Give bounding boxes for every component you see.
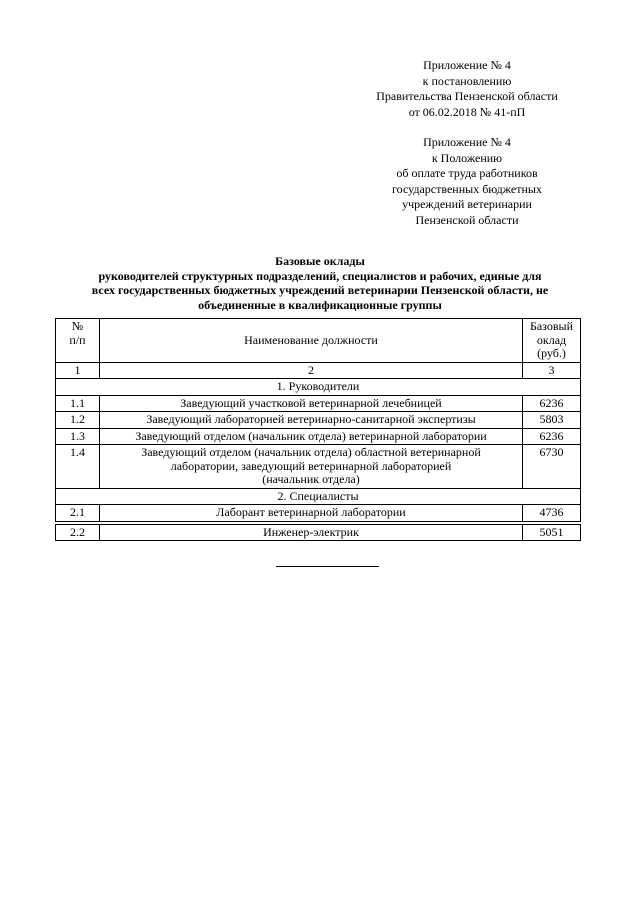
appendix-line: государственных бюджетных (392, 181, 542, 196)
position-number: 1.3 (56, 428, 100, 445)
table-row (56, 505, 581, 522)
position-name: Заведующий участковой ветеринарной лечебницей (100, 395, 523, 412)
salary-table (55, 318, 581, 541)
base-salary: 5051 (523, 524, 581, 541)
header-salary: Базовый оклад (руб.) (523, 319, 581, 363)
title-line: Базовые оклады (275, 254, 365, 268)
appendix-line: Правительства Пензенской области (376, 89, 558, 103)
title-line: всех государственных бюджетных учреждений ветеринарии Пензенской области, не (91, 283, 549, 297)
base-salary: 6730 (523, 445, 581, 489)
appendix-line: к Положению (431, 150, 503, 165)
appendix-line: об оплате труда работников (396, 166, 538, 180)
column-numbering-row (56, 362, 581, 379)
position-number: 1.4 (56, 445, 100, 489)
appendix-line: Пензенской области (415, 212, 519, 227)
base-salary: 6236 (523, 428, 581, 445)
table-row (56, 445, 581, 489)
position-name: Заведующий отделом (начальник отдела) областной ветеринарной лаборатории, заведующий ветеринарной лабораторией (начальник отдела) (100, 445, 523, 489)
table-row (56, 395, 581, 412)
appendix-line: к постановлению (422, 73, 512, 88)
position-number: 1.1 (56, 395, 100, 412)
position-name: Инженер-электрик (100, 524, 523, 541)
table-row (56, 524, 581, 541)
appendix-line: учреждений ветеринарии (402, 197, 532, 211)
appendix-line: Приложение № 4 (423, 58, 511, 72)
appendix-line: от 06.02.2018 № 41-пП (408, 104, 526, 119)
appendix-line: Приложение № 4 (423, 135, 511, 149)
appendix-to-resolution (352, 58, 582, 120)
position-name: Лаборант ветеринарной лаборатории (100, 505, 523, 522)
section-title: 2. Специалисты (56, 488, 581, 505)
section-row (56, 488, 581, 505)
title-line: объединенные в квалификационные группы (198, 297, 442, 312)
position-name: Заведующий отделом (начальник отдела) ветеринарной лаборатории (100, 428, 523, 445)
appendix-to-regulation (352, 135, 582, 228)
position-number: 2.2 (56, 524, 100, 541)
base-salary: 5803 (523, 412, 581, 429)
header-num: № п/п (56, 319, 100, 363)
table-row (56, 412, 581, 429)
section-row (56, 379, 581, 396)
document-title (60, 254, 580, 312)
title-line: руководителей структурных подразделений, специалистов и рабочих, единые для (98, 268, 542, 283)
table-header-row (56, 319, 581, 363)
closing-rule (276, 566, 379, 567)
position-number: 2.1 (56, 505, 100, 522)
section-title: 1. Руководители (56, 379, 581, 396)
table-row (56, 428, 581, 445)
column-number: 3 (523, 362, 581, 379)
column-number: 1 (56, 362, 100, 379)
header-position-name: Наименование должности (100, 319, 523, 363)
base-salary: 4736 (523, 505, 581, 522)
column-number: 2 (100, 362, 523, 379)
base-salary: 6236 (523, 395, 581, 412)
position-name: Заведующий лабораторией ветеринарно-санитарной экспертизы (100, 412, 523, 429)
position-number: 1.2 (56, 412, 100, 429)
